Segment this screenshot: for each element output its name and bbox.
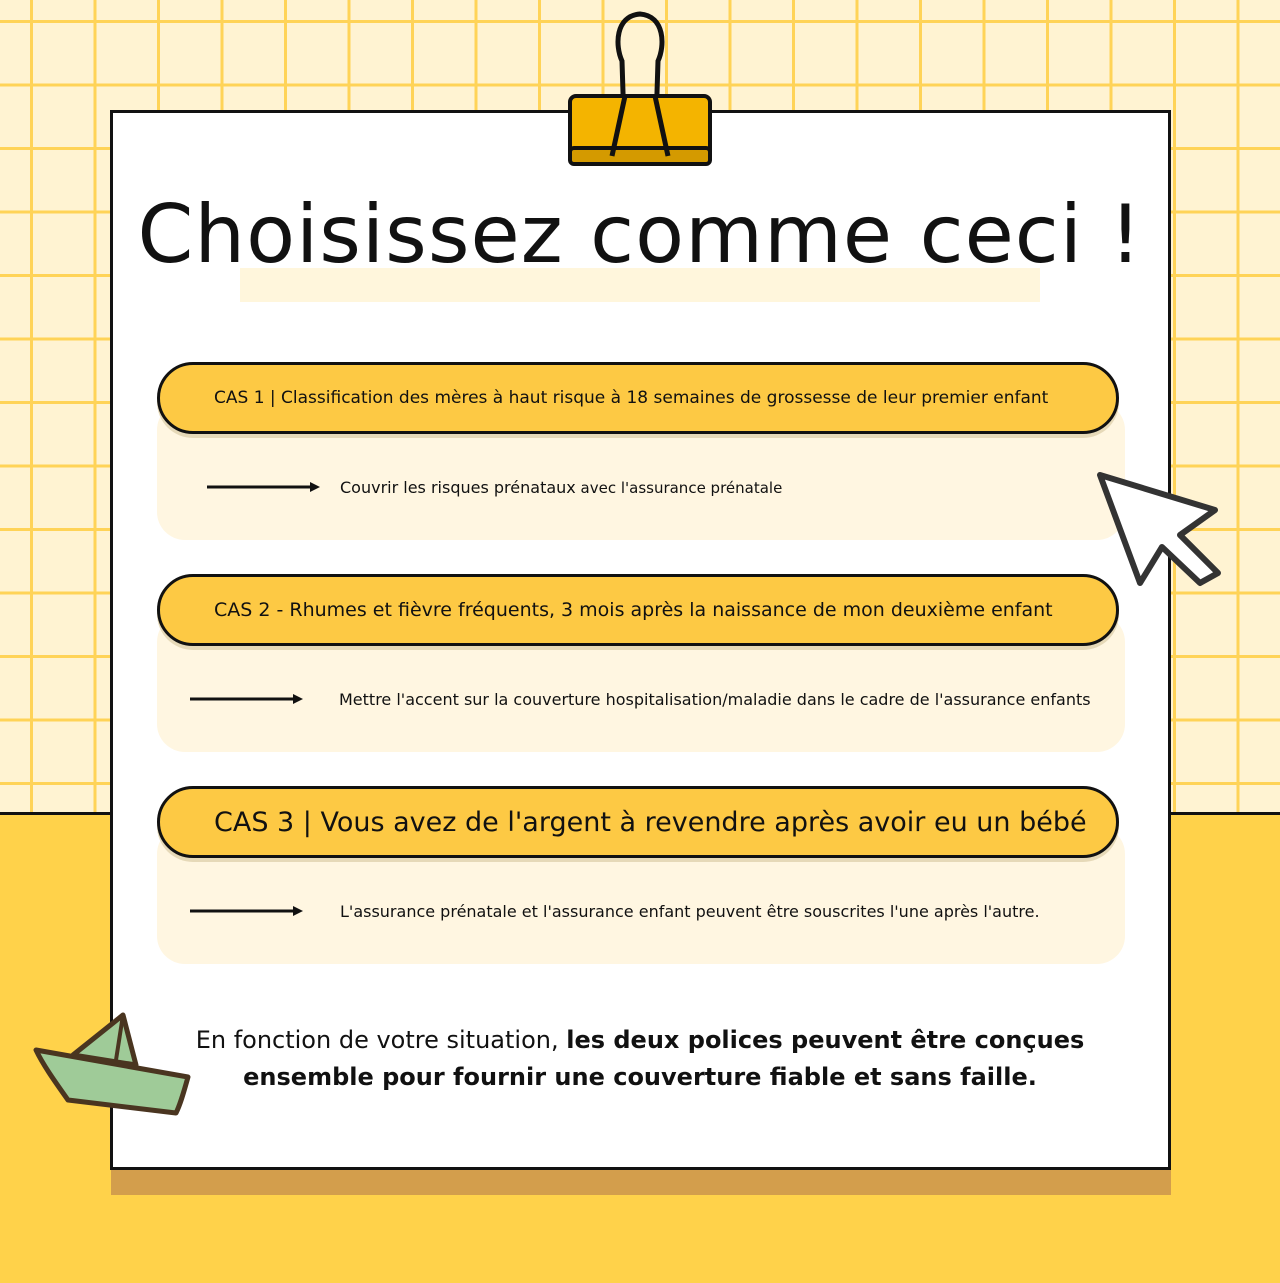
- case-1: [157, 362, 1125, 542]
- case-3-heading-pill: [157, 786, 1119, 858]
- cursor-arrow-icon: [1090, 465, 1230, 595]
- case-3-text: [340, 902, 1040, 921]
- footer-normal: En fonction de votre situation,: [195, 1026, 567, 1054]
- case-2-heading-pill: [157, 574, 1119, 646]
- footer-note: [150, 1022, 1130, 1096]
- case-2-heading: CAS 2 - Rhumes et fièvre fréquents, 3 mois après la naissance de mon deuxième enfant: [214, 599, 1053, 621]
- case-2-text: [339, 690, 1091, 709]
- case-2-text-bold: Mettre l'accent sur la couverture hospitalisation/maladie dans le cadre de l'assurance enfants: [339, 690, 1091, 709]
- case-1-text-rest: avec l'assurance prénatale: [575, 479, 783, 497]
- case-1-heading: CAS 1 | Classification des mères à haut risque à 18 semaines de grossesse de leur premier enfant: [214, 388, 1049, 408]
- binder-clip-icon: [560, 6, 720, 176]
- page-title: Choisissez comme ceci !: [137, 188, 1143, 281]
- arrow-right-icon: [190, 904, 305, 918]
- arrow-right-icon: [190, 692, 305, 706]
- case-3: [157, 786, 1125, 966]
- case-1-heading-pill: [157, 362, 1119, 434]
- footer-bold: les deux polices peuvent être conçues ensemble pour fournir une couverture fiable et sans faille.: [243, 1026, 1085, 1091]
- case-1-text: [340, 478, 782, 497]
- case-2: [157, 574, 1125, 754]
- case-3-text-bold: L'assurance prénatale et l'assurance enfant peuvent être souscrites l'une après l'autre.: [340, 902, 1040, 921]
- paper-boat-icon: [28, 1005, 198, 1125]
- arrow-right-icon: [207, 480, 322, 494]
- case-1-text-bold: Couvrir les risques prénataux: [340, 478, 576, 497]
- case-3-heading: CAS 3 | Vous avez de l'argent à revendre après avoir eu un bébé: [214, 806, 1087, 838]
